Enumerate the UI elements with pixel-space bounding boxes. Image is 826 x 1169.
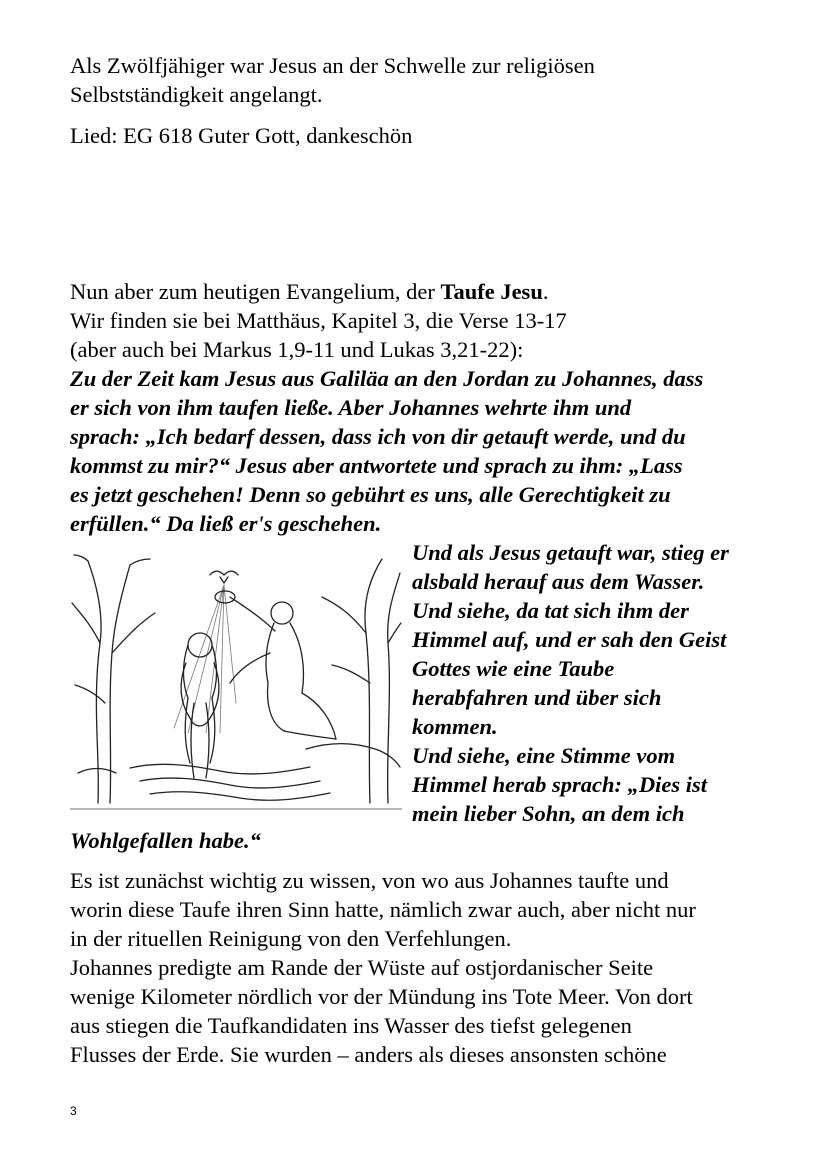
- text-line: aus stiegen die Taufkandidaten ins Wasser des tiefst gelegenen: [70, 1013, 632, 1038]
- scripture-line: kommen.: [412, 714, 498, 739]
- scripture-line: erfüllen.“ Da ließ er's geschehen.: [70, 511, 382, 536]
- intro-paragraph: [70, 51, 595, 109]
- song-reference: [70, 121, 412, 150]
- text-line: Es ist zunächst wichtig zu wissen, von wo aus Johannes taufte und: [70, 868, 669, 893]
- text-line: wenige Kilometer nördlich vor der Mündung ins Tote Meer. Von dort: [70, 984, 693, 1009]
- scripture-line: Himmel auf, und er sah den Geist: [412, 627, 727, 652]
- scripture-line: mein lieber Sohn, an dem ich: [412, 801, 685, 826]
- scripture-line: er sich von ihm taufen ließe. Aber Johannes wehrte ihm und: [70, 395, 632, 420]
- page-number: 3: [70, 1104, 77, 1118]
- text-line: (aber auch bei Markus 1,9-11 und Lukas 3,21-22):: [70, 337, 524, 362]
- text-line: Flusses der Erde. Sie wurden – anders als dieses ansonsten schöne: [70, 1042, 667, 1067]
- scripture-passage: [70, 364, 703, 538]
- scripture-line: es jetzt geschehen! Denn so gebührt es uns, alle Gerechtigkeit zu: [70, 482, 671, 507]
- scripture-line: kommst zu mir?“ Jesus aber antwortete und sprach zu ihm: „Lass: [70, 453, 683, 478]
- text-line: Lied: EG 618 Guter Gott, dankeschön: [70, 123, 413, 148]
- text-run: .: [542, 279, 549, 304]
- scripture-line: Zu der Zeit kam Jesus aus Galiläa an den Jordan zu Johannes, dass: [70, 366, 704, 391]
- text-run: Nun aber zum heutigen Evangelium, der: [70, 279, 441, 304]
- body-paragraph: [70, 866, 696, 1069]
- gospel-intro: [70, 277, 567, 364]
- scripture-line: herabfahren und über sich: [412, 685, 662, 710]
- text-line: Selbstständigkeit angelangt.: [70, 82, 323, 107]
- scripture-line: Und siehe, da tat sich ihm der: [412, 598, 689, 623]
- baptism-illustration: [70, 553, 402, 810]
- gospel-title: Taufe Jesu: [440, 279, 543, 304]
- scripture-line: Und als Jesus getauft war, stieg er: [412, 540, 729, 565]
- text-line: Johannes predigte am Rande der Wüste auf ostjordanischer Seite: [70, 955, 654, 980]
- scripture-line: Himmel herab sprach: „Dies ist: [412, 772, 708, 797]
- scripture-line: Und siehe, eine Stimme vom: [412, 743, 676, 768]
- text-line: worin diese Taufe ihren Sinn hatte, nämlich zwar auch, aber nicht nur: [70, 897, 696, 922]
- scripture-line: alsbald herauf aus dem Wasser.: [412, 569, 705, 594]
- text-line: Wir finden sie bei Matthäus, Kapitel 3, die Verse 13-17: [70, 308, 567, 333]
- scripture-side-column: [412, 538, 729, 828]
- text-line: Als Zwölfjähiger war Jesus an der Schwelle zur religiösen: [70, 53, 595, 78]
- text-line: in der rituellen Reinigung von den Verfehlungen.: [70, 926, 512, 951]
- scripture-line: sprach: „Ich bedarf dessen, dass ich von dir getauft werde, und du: [70, 424, 686, 449]
- scripture-line: Wohlgefallen habe.“: [70, 828, 261, 853]
- scripture-closing: [70, 826, 261, 855]
- text-line: [70, 277, 567, 306]
- scripture-line: Gottes wie eine Taube: [412, 656, 615, 681]
